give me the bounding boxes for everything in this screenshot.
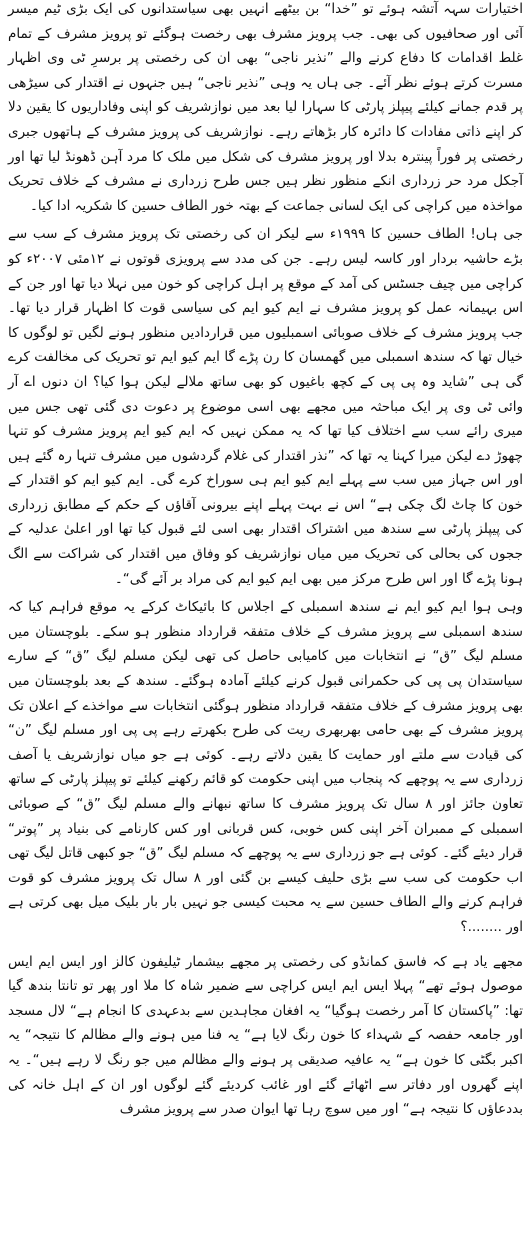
article-paragraph: اختیارات سہہ آتشہ ہوئے تو ”خدا“ بن بیٹھے انہیں بھی سیاستدانوں کی ایک بڑی ٹیم میسر آئی اور صحافیوں کی بھی۔ جب پرویز مشرف بھی رخصت ہوگئے تو پرویز مشرف کے تمام غلط اقدامات کا دفاع کرنے والے ”نذیر ناجی“ بھی ان کی رخصتی پر برسرِ ٹی وی اظہار مسرت کرتے ہوئے نظر آئے۔ جی ہاں یہ وہی ”نذیر ناجی“ ہیں جنہوں نے اقتدار کی سیڑھی پر قدم جمانے کیلئے پیپلز پارٹی کا سہارا لیا بعد میں نوازشریف کو اپنی وفاداریوں کا یقین دلا کر اپنے ذاتی مفادات کا دائرہ کار بڑھاتے رہے۔ نوازشریف کی پرویز مشرف کے ہاتھوں جبری رخصتی پر فوراً پینترہ بدلا اور پرویز مشرف کی شکل میں ملک کا مرد آہن ڈھونڈ لیا تھا اور آجکل مرد حر زرداری انکے منظور نظر ہیں جس طرح زرداری نے مشرف کے خلاف تحریک مواخذہ میں کراچی کی ایک لسانی جماعت کے بھتہ خور الطاف حسین کا شکریہ ادا کیا۔ — [8, 1, 523, 214]
article-paragraph: مجھے یاد ہے کہ فاسق کمانڈو کی رخصتی پر مجھے بیشمار ٹیلیفون کالز اور ایس ایم ایس موصول ہوئے تھے“ پہلا ایس ایم ایس کراچی سے ضمیر شاہ کا ملا اور پھر تو تانتا بندھ گیا تھا: ”پاکستان کا آمر رخصت ہوگیا“ یہ افغان مجاہدین سے بدعہدی کا انجام ہے“ لال مسجد اور جامعہ حفصہ کے شہداء کا خون رنگ لایا ہے“ یہ فنا میں ہونے والے مظالم کا نتیجہ“ یہ اکبر بگٹی کا خون ہے“ یہ عافیہ صدیقی پر ہونے والے مظالم میں جو رنگ لا رہے ہیں“۔ یہ اپنے گھروں اور دفاتر سے اٹھائے گئے اور غائب کردیئے گئے لوگوں اور ان کے اہل خانہ کی بددعاؤں کا نتیجہ ہے“ اور میں سوچ رہا تھا ایوان صدر سے پرویز مشرف — [8, 953, 523, 1118]
article-paragraph: وہی ہوا ایم کیو ایم نے سندھ اسمبلی کے اجلاس کا بائیکاٹ کرکے یہ موقع فراہم کیا کہ سندھ اسمبلی سے پرویز مشرف کے خلاف متفقہ قرارداد منظور ہو سکے۔ بلوچستان میں مسلم لیگ ”ق“ نے انتخابات میں کامیابی حاصل کی تھی لیکن مسلم لیگ ”ق“ کے سارے سیاستدان پی پی کی حکمرانی قبول کرنے کیلئے آمادہ ہوگئے۔ سندھ کے بعد بلوچستان میں بھی پرویز مشرف کے خلاف متفقہ قرارداد منظور ہوگئی انتخابات سے مواخذے کے اعلان تک پرویز مشرف کے بھی حامی بھربھری ریت کی طرح بکھرتے رہے پی پی اور مسلم لیگ ”ن“ کی قیادت سے ملتے اور حمایت کا یقین دلاتے رہے۔ کوئی ہے جو میاں نوازشریف یا آصف زرداری سے یہ پوچھے کہ پنجاب میں اپنی حکومت کو قائم رکھنے کیلئے تو پیپلز پارٹی کے ساتھ تعاون جائز اور ٨ سال تک پرویز مشرف کا ساتھ نبھانے والے مسلم لیگ ”ق“ کے صوبائی اسمبلی کے ممبران آخر اپنی کس خوبی، کس قربانی اور کس کارنامے کی بنیاد پر ”پوتر“ قرار دیئے گئے۔ کوئی ہے جو زرداری سے یہ پوچھے کہ مسلم لیگ ”ق“ جو کبھی قاتل لیگ تھی اب حکومت کی سب سے بڑی حلیف کیسے بن گئی اور ٨ سال تک پرویز مشرف کو قوت فراہم کرنے والے الطاف حسین سے یہ محبت کیسی جو نہیں بار بار بلیک میل بھی کرتی ہے اور ........؟ — [8, 599, 524, 935]
article-paragraph: جی ہاں! الطاف حسین کا ١٩٩٩ء سے لیکر ان کی رخصتی تک پرویز مشرف کے سب سے بڑے حاشیہ بردار اور کاسہ لیس رہے۔ جن کی مدد سے پرویزی قوتوں نے ١٢مئی ٢٠٠٧ء کو کراچی میں چیف جسٹس کی آمد کے موقع پر اہل کراچی کو خون میں نہلا دیا تھا اور جن کے اس بہیمانہ عمل کو پرویز مشرف نے ایم کیو ایم کی سیاسی قوت کا اظہار قرار دیا تھا۔ جب پرویز مشرف کے خلاف صوبائی اسمبلیوں میں قراردادیں منظور ہونے لگیں تو لوگوں کا خیال تھا کہ سندھ اسمبلی میں گھمسان کا رن پڑے گا ایم کیو ایم تو تحریک کی مخالفت کرے گی ہی ”شاید وہ پی پی کے کچھ باغیوں کو بھی ساتھ ملالے لیکن ہوا کیا؟ ان دنوں اے آر وائی ٹی وی پر ایک مباحثہ میں مجھے بھی اسی موضوع پر دعوت دی گئی تھی جس میں میری رائے سب سے اختلاف کیا تھا کہ یہ ممکن نہیں کہ ایم کیو ایم پرویز مشرف کو تنہا چھوڑ دے لیکن میرا کہنا یہ تھا کہ ”نذر اقتدار کی غلام گردشوں میں مشرف تنہا رہ گئے ہیں اور اس جہاز میں سب سے پہلے ایم کیو ایم ہی سوراخ کرے گی۔ ایم کیو ایم کو اقتدار کے خون کا چاٹ لگ چکی ہے“ اس نے بہت پہلے اپنے بیرونی آقاؤں کے حکم کے مطابق زرداری کی پیپلز پارٹی سے سندھ میں اشتراک اقتدار بھی اسی لئے قبول کیا تھا اور اعلیٰ عدلیہ کے ججوں کی بحالی کی تحریک میں میاں نوازشریف کو وفاق میں اقتدار کی شراکت سے الگ ہونا پڑے گا اور اس طرح مرکز میں بھی ایم کیو ایم کی مراد بر آئے گی“۔ — [8, 226, 523, 587]
